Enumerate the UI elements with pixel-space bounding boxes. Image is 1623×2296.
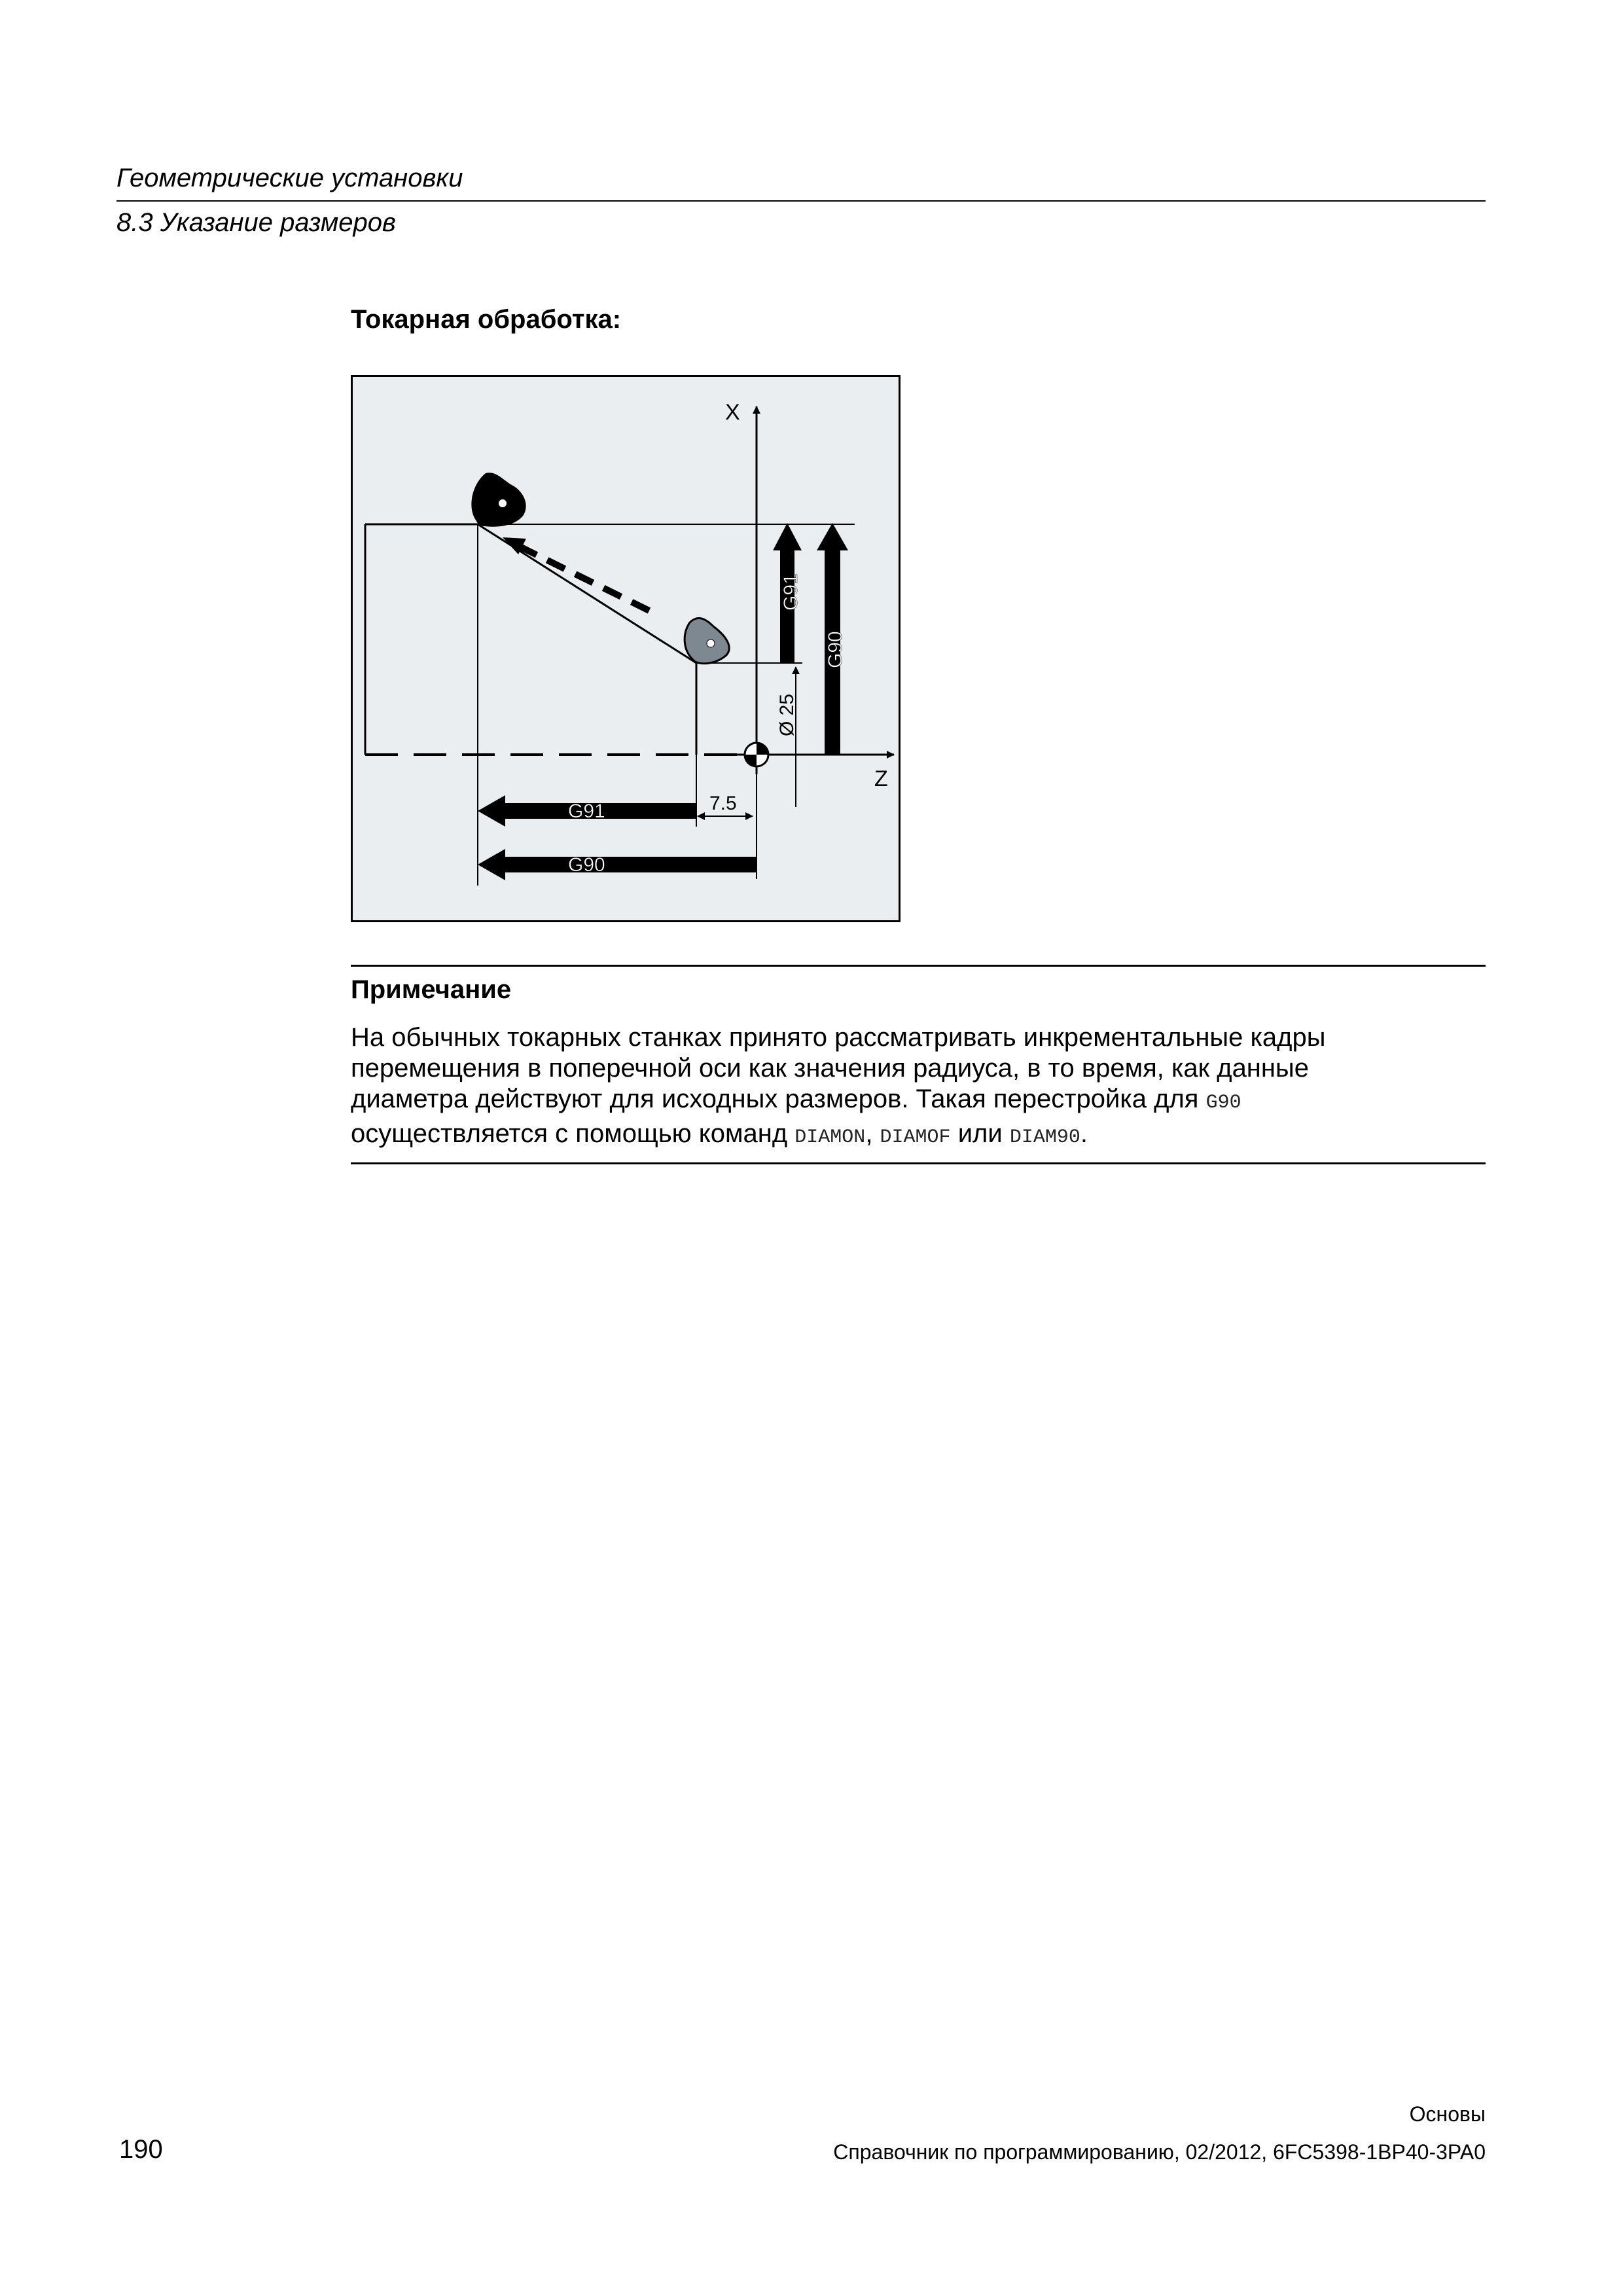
origin-symbol	[745, 743, 768, 766]
g90-vertical-label: G90	[825, 631, 846, 668]
turning-diagram	[351, 375, 901, 922]
note-line-2: перемещения в поперечной оси как значения радиуса, в то время, как данные	[351, 1054, 1309, 1083]
code-diamon: DIAMON	[794, 1126, 866, 1149]
code-diamof: DIAMOF	[880, 1126, 951, 1149]
footer-book-title: Основы	[1409, 2102, 1486, 2126]
page-number: 190	[119, 2135, 163, 2164]
word-or: или	[950, 1119, 1010, 1148]
z-axis-label: Z	[874, 766, 888, 791]
header-divider	[116, 200, 1486, 202]
diagram-background	[352, 376, 900, 922]
z-dimension-label: 7.5	[709, 793, 737, 814]
code-g90: G90	[1205, 1092, 1241, 1114]
note-line-3-text: диаметра действуют для исходных размеров. Такая перестройка для	[351, 1085, 1206, 1113]
g91-vertical-label: G91	[780, 573, 802, 611]
diameter-label: Ø 25	[776, 693, 798, 736]
note-title: Примечание	[351, 975, 512, 1004]
note-top-rule	[351, 965, 1486, 967]
note-bottom-rule	[351, 1162, 1486, 1164]
figure-title: Токарная обработка:	[351, 305, 622, 334]
note-body	[351, 1022, 1486, 1153]
sentence-end: .	[1080, 1119, 1088, 1148]
note-line-1: На обычных токарных станках принято рассматривать инкрементальные кадры	[351, 1023, 1326, 1052]
footer-reference: Справочник по программированию, 02/2012, 6FC5398-1BP40-3PA0	[833, 2140, 1486, 2164]
note-line-4	[351, 1119, 1486, 1153]
note-line-4-text: осуществляется с помощью команд	[351, 1119, 795, 1148]
header-chapter-title: Геометрические установки	[116, 164, 463, 192]
g91-horizontal-label: G91	[568, 800, 605, 822]
g90-horizontal-label: G90	[568, 854, 605, 876]
header-section-title: 8.3 Указание размеров	[116, 208, 396, 237]
separator-comma: ,	[865, 1119, 880, 1148]
note-line-3	[351, 1084, 1486, 1119]
x-axis-label: X	[725, 400, 740, 425]
code-diam90: DIAM90	[1009, 1126, 1080, 1149]
